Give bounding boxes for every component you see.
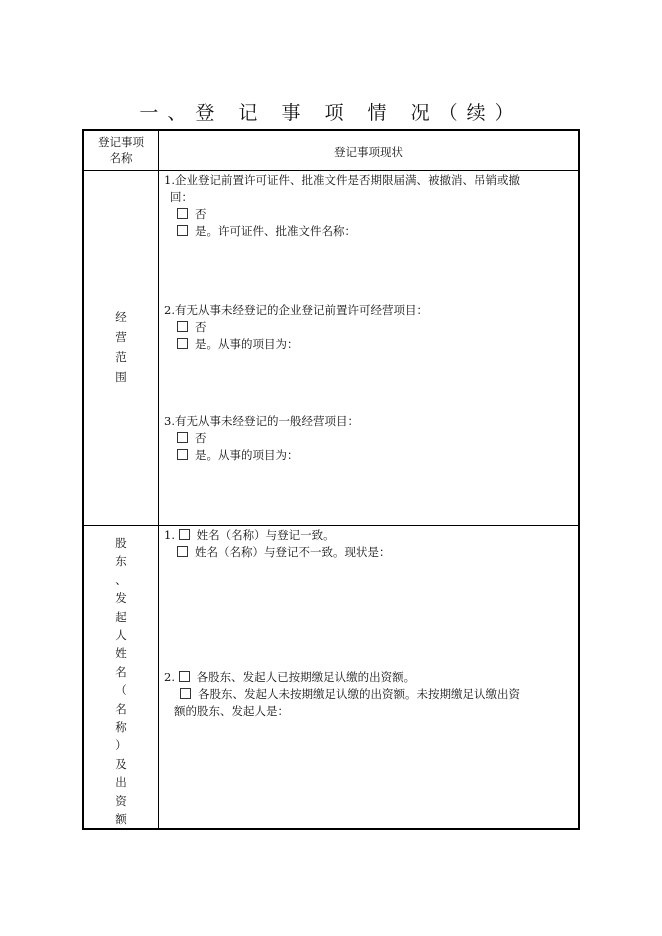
label-char: 出 xyxy=(115,775,127,790)
option-label: 姓名（名称）与登记不一致。现状是： xyxy=(195,545,391,559)
header-item-name xyxy=(84,134,158,166)
header-left-line: 登记事项 xyxy=(98,135,144,149)
checkbox[interactable] xyxy=(177,338,188,349)
label-char: 称 xyxy=(115,720,127,735)
question-text: 1.企业登记前置许可证件、批准文件是否期限届满、被撤消、吊销或撤 xyxy=(164,173,520,187)
label-char: 、 xyxy=(115,572,127,587)
checkbox[interactable] xyxy=(177,321,188,332)
label-char: 姓 xyxy=(115,646,127,661)
option-consistent[interactable] xyxy=(164,527,572,544)
checkbox[interactable] xyxy=(177,208,188,219)
label-char: 人 xyxy=(115,628,127,643)
label-char: 经 xyxy=(115,310,127,324)
label-char: 及 xyxy=(115,756,127,771)
option-label-cont: 额的股东、发起人是： xyxy=(174,704,289,718)
header-item-status: 登记事项现状 xyxy=(334,145,403,159)
option-label: 是。从事的项目为： xyxy=(195,337,299,351)
label-char: 东 xyxy=(115,554,127,569)
option-label: 各股东、发起人未按期缴足认缴的出资额。未按期缴足认缴出资 xyxy=(198,687,520,701)
row-divider xyxy=(84,525,578,526)
label-char: 额 xyxy=(115,812,127,827)
checkbox[interactable] xyxy=(177,546,188,557)
option-label: 各股东、发起人已按期缴足认缴的出资额。 xyxy=(196,670,416,684)
option-label: 否 xyxy=(195,431,207,445)
row-label-business-scope xyxy=(84,307,158,387)
question-text: 3.有无从事未经登记的一般经营项目： xyxy=(164,414,359,428)
question-text: 回： xyxy=(170,190,193,204)
registration-table xyxy=(82,129,580,830)
checkbox[interactable] xyxy=(180,688,191,699)
label-char: ） xyxy=(115,738,127,753)
option-label: 是。从事的项目为： xyxy=(195,448,299,462)
checkbox[interactable] xyxy=(177,449,188,460)
option-no[interactable] xyxy=(164,430,572,447)
option-paid[interactable] xyxy=(164,669,572,686)
checkbox[interactable] xyxy=(177,225,188,236)
label-char: 发 xyxy=(115,591,127,606)
option-yes[interactable] xyxy=(164,447,572,464)
item-number: 1. xyxy=(164,528,175,542)
row-divider xyxy=(84,170,578,171)
question-text: 2.有无从事未经登记的企业登记前置许可经营项目： xyxy=(164,303,428,317)
option-yes[interactable] xyxy=(164,336,572,353)
option-yes[interactable] xyxy=(164,223,572,240)
option-no[interactable] xyxy=(164,206,572,223)
column-divider xyxy=(158,131,159,828)
scope-item-1 xyxy=(164,172,572,240)
label-char: 资 xyxy=(115,793,127,808)
checkbox[interactable] xyxy=(179,529,190,540)
checkbox[interactable] xyxy=(177,432,188,443)
shareholder-item-1 xyxy=(164,527,572,561)
label-char: 股 xyxy=(115,536,127,550)
row-label-shareholders xyxy=(84,534,158,829)
option-label: 姓名（名称）与登记一致。 xyxy=(196,528,335,542)
option-no[interactable] xyxy=(164,319,572,336)
scope-item-2 xyxy=(164,302,572,353)
option-label: 否 xyxy=(195,207,207,221)
label-char: 范 xyxy=(115,350,127,364)
shareholder-item-2 xyxy=(164,669,572,720)
header-left-line: 名称 xyxy=(109,151,133,165)
checkbox[interactable] xyxy=(179,671,190,682)
option-label: 是。许可证件、批准文件名称： xyxy=(195,224,356,238)
label-char: 起 xyxy=(115,609,127,624)
scope-item-3 xyxy=(164,413,572,464)
label-char: 名 xyxy=(115,701,127,716)
label-char: 围 xyxy=(115,370,127,384)
option-label: 否 xyxy=(195,320,207,334)
label-char: 营 xyxy=(115,330,127,344)
option-unpaid[interactable] xyxy=(164,686,572,703)
label-char: 名 xyxy=(115,664,127,679)
option-inconsistent[interactable] xyxy=(164,544,572,561)
page-title: 一、登 记 事 项 情 况（续） xyxy=(139,102,523,124)
label-char: （ xyxy=(115,683,127,698)
item-number: 2. xyxy=(164,670,175,684)
